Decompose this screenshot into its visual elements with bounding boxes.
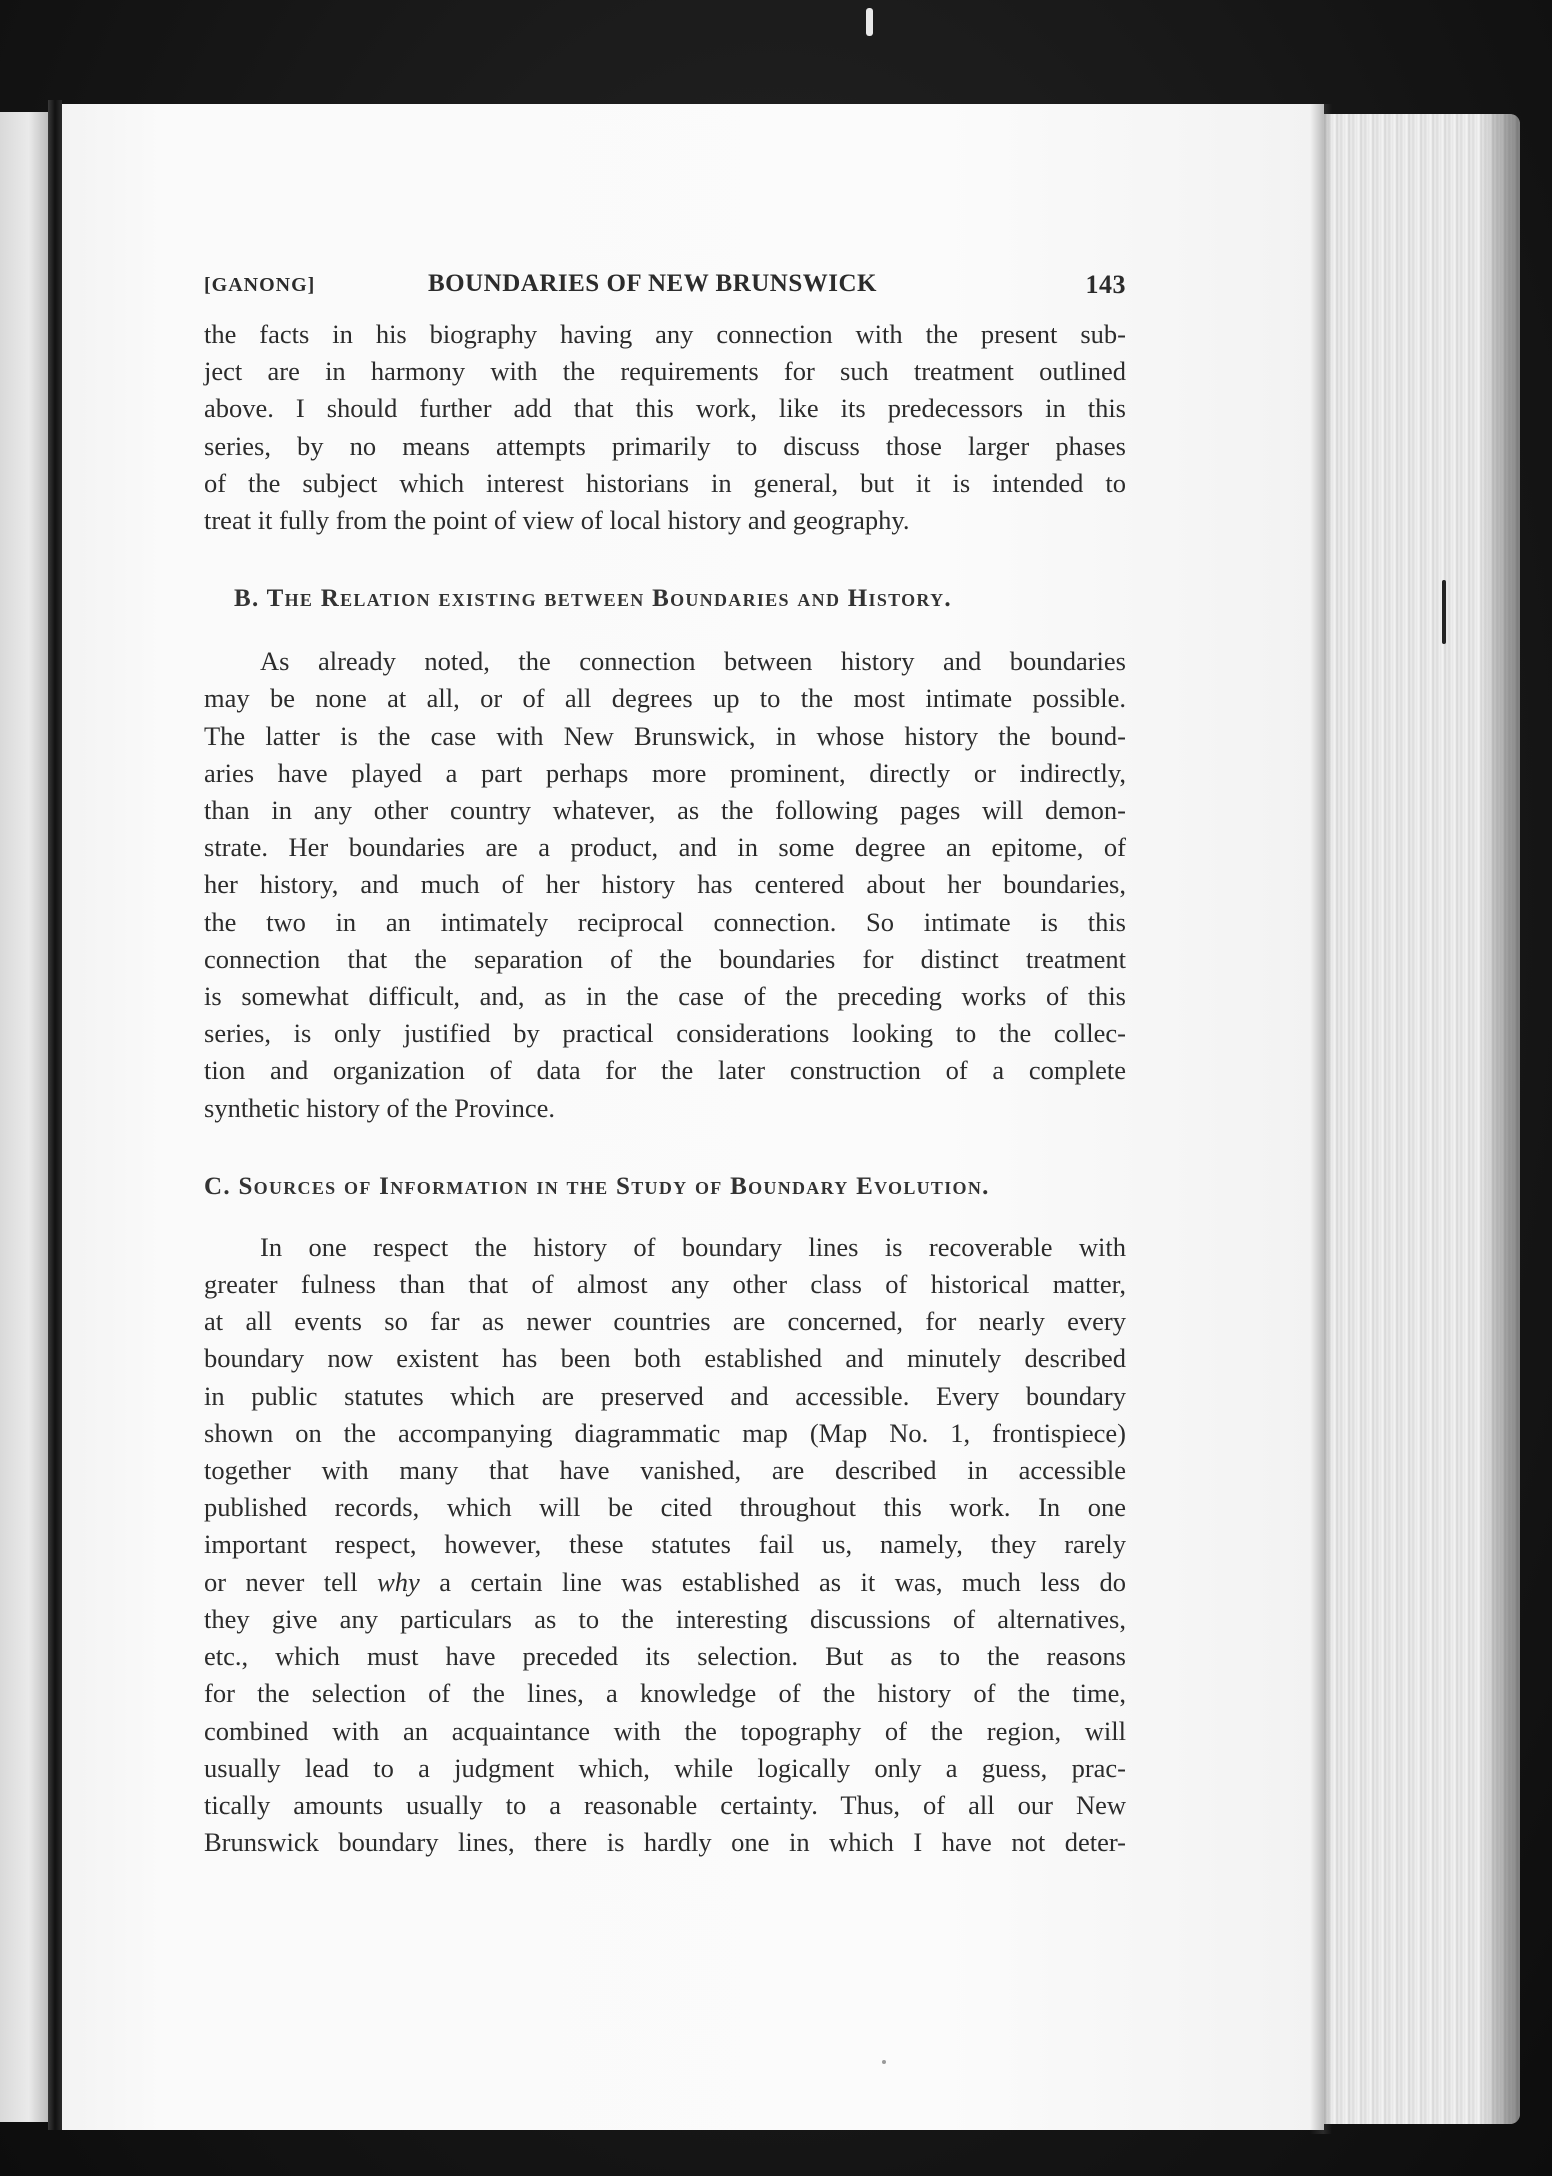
text-line: above. I should further add that this work, like its predecessors in this: [204, 393, 1126, 424]
text-line: her history, and much of her history has centered about her boundaries,: [204, 869, 1126, 900]
scan-artifact: [866, 8, 873, 36]
running-head: [204, 268, 1126, 308]
page-edge-shadow: [1310, 104, 1332, 2134]
running-title: BOUNDARIES OF NEW BRUNSWICK: [428, 270, 877, 297]
text-line: for the selection of the lines, a knowledge of the history of the time,: [204, 1678, 1126, 1709]
paragraph-section-c: [204, 1229, 1126, 1861]
text-line: series, is only justified by practical considerations looking to the collec-: [204, 1018, 1126, 1049]
section-heading-c: C. Sources of Information in the Study of Boundary Evolution.: [204, 1172, 990, 1200]
text-line: treat it fully from the point of view of local history and geography.: [204, 505, 910, 536]
text-line: tion and organization of data for the later construction of a complete: [204, 1055, 1126, 1086]
text-line: greater fulness than that of almost any other class of historical matter,: [204, 1269, 1126, 1300]
text-line: tically amounts usually to a reasonable certainty. Thus, of all our New: [204, 1789, 1126, 1820]
text-line: may be none at all, or of all degrees up to the most intimate possible.: [204, 683, 1126, 714]
text-line: in public statutes which are preserved and accessible. Every boundary: [204, 1380, 1126, 1411]
text-line: they give any particulars as to the interesting discussions of alternatives,: [204, 1603, 1126, 1634]
text-line: synthetic history of the Province.: [204, 1092, 556, 1123]
paragraph-section-b: [204, 643, 1126, 1127]
text-line: at all events so far as newer countries are concerned, for nearly every: [204, 1306, 1126, 1337]
author-tag: [GANONG]: [204, 274, 316, 296]
paragraph-continued: [204, 316, 1126, 539]
book-gutter: [48, 100, 62, 2130]
text-fragment: a certain line was established as it was, much less do: [419, 1566, 1126, 1597]
text-line-with-emphasis: [204, 1564, 1126, 1601]
page-number: 143: [1085, 270, 1126, 299]
text-line: etc., which must have preceded its selection. But as to the reasons: [204, 1641, 1126, 1672]
text-fragment: or never tell: [204, 1566, 378, 1597]
text-line: the two in an intimately reciprocal connection. So intimate is this: [204, 906, 1126, 937]
text-line: the facts in his biography having any connection with the present sub-: [204, 319, 1126, 349]
section-heading-b: B. The Relation existing between Boundaries and History.: [234, 585, 952, 613]
text-line: of the subject which interest historians in general, but it is intended to: [204, 467, 1126, 498]
text-line: strate. Her boundaries are a product, and in some degree an epitome, of: [204, 832, 1126, 863]
text-line: usually lead to a judgment which, while logically only a guess, prac-: [204, 1752, 1126, 1783]
page-text: [204, 268, 1126, 1861]
text-line: Brunswick boundary lines, there is hardly one in which I have not deter-: [204, 1827, 1126, 1858]
text-line: shown on the accompanying diagrammatic map (Map No. 1, frontispiece): [204, 1417, 1126, 1448]
emphasized-word: why: [377, 1566, 420, 1597]
text-line: aries have played a part perhaps more prominent, directly or indirectly,: [204, 757, 1126, 788]
text-line: than in any other country whatever, as the following pages will demon-: [204, 795, 1126, 826]
text-line: is somewhat difficult, and, as in the case of the preceding works of this: [204, 981, 1126, 1012]
page-stack-edges: [1320, 114, 1520, 2124]
text-line: The latter is the case with New Brunswick, in whose history the bound-: [204, 720, 1126, 751]
text-line: together with many that have vanished, are described in accessible: [204, 1455, 1126, 1486]
text-line: published records, which will be cited throughout this work. In one: [204, 1492, 1126, 1523]
page-edge-mark: [1442, 580, 1446, 644]
text-line: connection that the separation of the boundaries for distinct treatment: [204, 943, 1126, 974]
text-line: series, by no means attempts primarily to discuss those larger phases: [204, 430, 1126, 461]
text-line: ject are in harmony with the requirements for such treatment outlined: [204, 356, 1126, 387]
text-line: In one respect the history of boundary lines is recoverable with: [260, 1231, 1126, 1262]
text-line: combined with an acquaintance with the topography of the region, will: [204, 1715, 1126, 1746]
text-line: boundary now existent has been both established and minutely described: [204, 1343, 1126, 1374]
text-line: important respect, however, these statutes fail us, namely, they rarely: [204, 1529, 1126, 1560]
text-line: As already noted, the connection between history and boundaries: [260, 646, 1126, 677]
facing-page-edge: [0, 112, 48, 2122]
speck: [882, 2060, 886, 2064]
